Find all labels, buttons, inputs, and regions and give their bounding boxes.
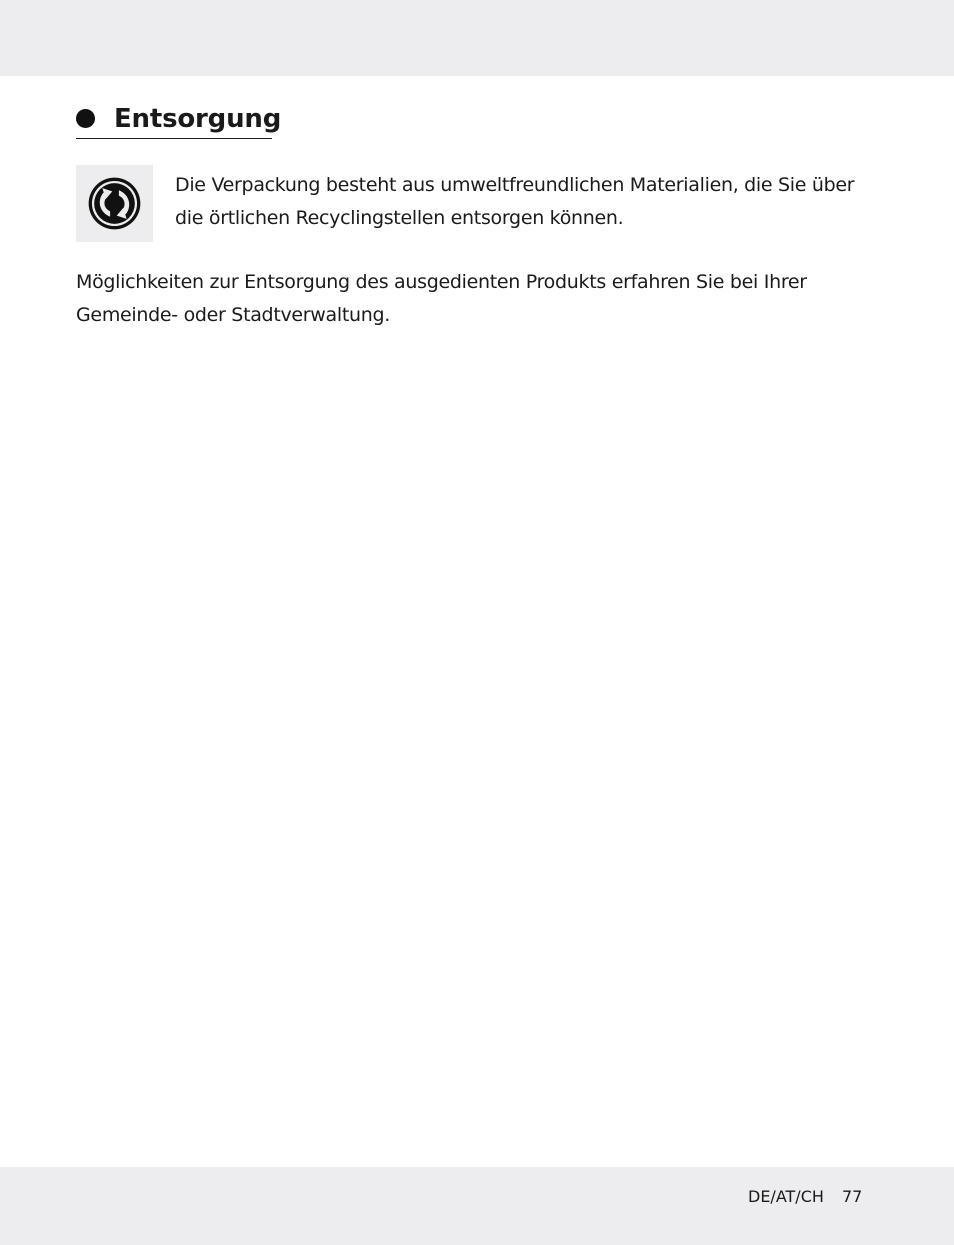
recycling-icon-box <box>76 165 153 242</box>
disposal-paragraph <box>76 266 807 332</box>
packaging-paragraph <box>175 169 854 235</box>
green-dot-recycling-icon <box>87 176 142 231</box>
packaging-line-2: die örtlichen Recyclingstellen entsorgen können. <box>175 207 624 229</box>
section-heading <box>76 102 282 139</box>
packaging-line-1: Die Verpackung besteht aus umweltfreundlichen Materialien, die Sie über <box>175 174 855 196</box>
header-band <box>0 0 954 76</box>
disposal-line-1: Möglichkeiten zur Entsorgung des ausgedienten Produkts erfahren Sie bei Ihrer <box>76 271 807 293</box>
disposal-line-2: Gemeinde- oder Stadtverwaltung. <box>76 304 391 326</box>
section-title: Entsorgung <box>114 104 282 134</box>
page-number: 77 <box>842 1187 863 1206</box>
bullet-icon <box>76 109 95 128</box>
footer-region-label: DE/AT/CH <box>748 1187 824 1206</box>
